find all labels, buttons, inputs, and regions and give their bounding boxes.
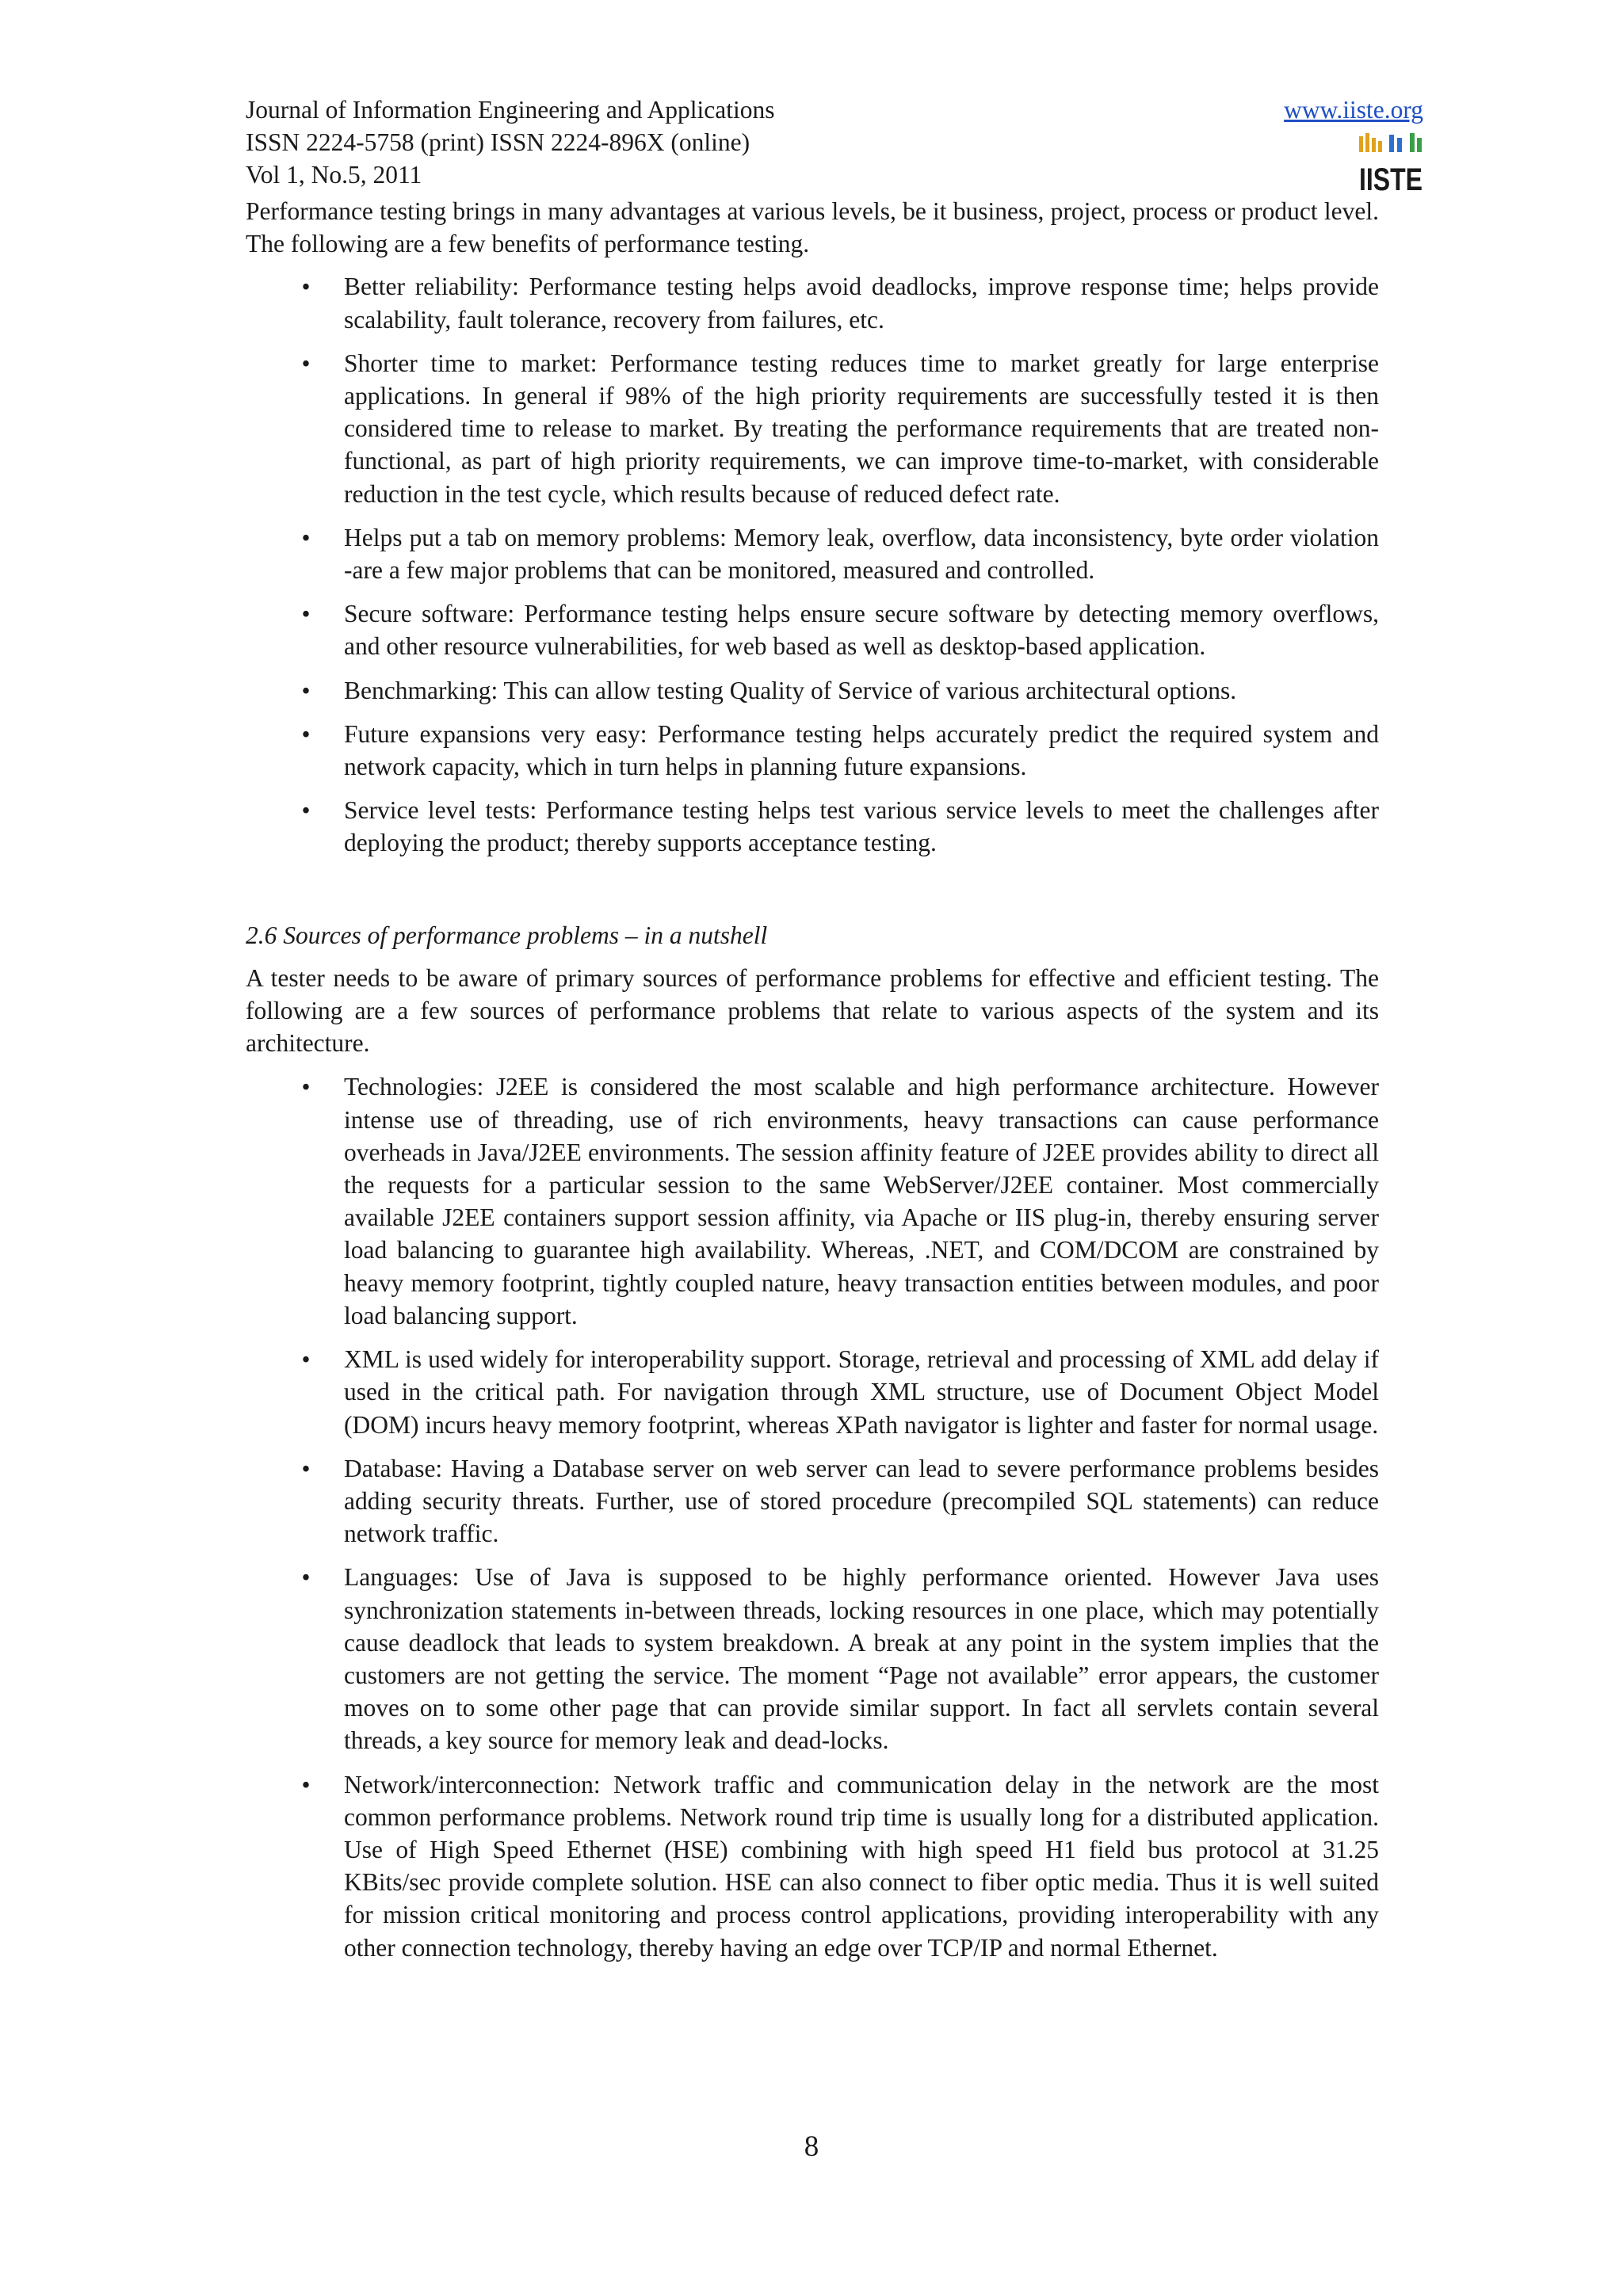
- bullet-icon: •: [301, 1345, 311, 1374]
- list-item: [246, 1768, 1379, 1964]
- bullet-icon: •: [301, 676, 311, 704]
- list-item: [246, 347, 1379, 510]
- bullet-icon: •: [301, 796, 311, 825]
- list-item-text: XML is used widely for interoperability support. Storage, retrieval and processing of XML add delay if used in the critical path. For navigation through XML structure, use of Document Object Model (DOM) incurs heavy memory footprint, whereas XPath navigator is lighter and faster for normal usage.: [344, 1345, 1379, 1439]
- list-item: [246, 674, 1379, 707]
- bullet-icon: •: [301, 1770, 311, 1798]
- sources-list: [246, 1070, 1379, 1963]
- list-item: [246, 597, 1379, 662]
- list-item-text: Secure software: Performance testing helps ensure secure software by detecting memory overflows, and other resource vulnerabilities, for web based as well as desktop-based application.: [344, 600, 1379, 661]
- list-item-text: Network/interconnection: Network traffic and communication delay in the network are the most common performance problems. Network round trip time is usually long for a distributed application. Use of High Speed Ethernet (HSE) combining with high speed H1 field bus protocol at 31.25 KBits/sec provide complete solution. HSE can also connect to fiber optic media. Thus it is well suited for mission critical monitoring and process control applications, providing interoperability with any other connection technology, thereby having an edge over TCP/IP and normal Ethernet.: [344, 1770, 1379, 1962]
- list-item: [246, 270, 1379, 335]
- list-item: [246, 1343, 1379, 1441]
- section-heading: 2.6 Sources of performance problems – in a nutshell: [246, 921, 768, 949]
- list-item-text: Shorter time to market: Performance testing reduces time to market greatly for large enterprise applications. In general if 98% of the high priority requirements are successfully tested it is then considered time to release to market. By treating the performance requirements that are treated non-functional, as part of high priority requirements, we can improve time-to-market, with considerable reduction in the test cycle, which results because of reduced defect rate.: [344, 349, 1379, 508]
- list-item: [246, 1070, 1379, 1332]
- bullet-icon: •: [301, 273, 311, 301]
- list-item-text: Technologies: J2EE is considered the most scalable and high performance architecture. However intense use of threading, use of rich environments, heavy transactions can cause performance overheads in Java/J2EE environments. The session affinity feature of J2EE provides ability to direct all the requests for a particular session to the same WebServer/J2EE container. Most commercially available J2EE containers support session affinity, via Apache or IIS plug-in, thereby ensuring server load balancing to guarantee high availability. Whereas, .NET, and COM/DCOM are constrained by heavy memory footprint, tightly coupled nature, heavy transaction entities between modules, and poor load balancing support.: [344, 1073, 1379, 1329]
- intro-paragraph: Performance testing brings in many advantages at various levels, be it business, project, process or product level. The following are a few benefits of performance testing.: [246, 197, 1379, 258]
- list-item-text: Helps put a tab on memory problems: Memory leak, overflow, data inconsistency, byte order violation -are a few major problems that can be monitored, measured and controlled.: [344, 523, 1379, 585]
- page-number: 8: [804, 2130, 819, 2163]
- bullet-icon: •: [301, 719, 311, 748]
- list-item: [246, 794, 1379, 859]
- list-item: [246, 718, 1379, 783]
- bullet-icon: •: [301, 1073, 311, 1101]
- list-item-text: Service level tests: Performance testing helps test various service levels to meet the challenges after deploying the product; thereby supports acceptance testing.: [344, 796, 1379, 857]
- bullet-icon: •: [301, 1563, 311, 1592]
- article-body: [246, 195, 1379, 1964]
- list-item-text: Languages: Use of Java is supposed to be highly performance oriented. However Java uses synchronization statements in-between threads, locking resources in one place, which may potentially cause deadlock that leads to system breakdown. A break at any point in the system implies that the customers are not getting the service. The moment “Page not available” error appears, the customer moves on to some other page that can provide similar support. In fact all servlets contain several threads, a key source for memory leak and dead-locks.: [344, 1563, 1379, 1755]
- journal-website-link[interactable]: www.iiste.org: [1284, 96, 1423, 124]
- bullet-icon: •: [301, 1454, 311, 1482]
- list-item-text: Better reliability: Performance testing helps avoid deadlocks, improve response time; helps provide scalability, fault tolerance, recovery from failures, etc.: [344, 273, 1379, 334]
- list-item-text: Database: Having a Database server on web server can lead to severe performance problems besides adding security threats. Further, use of stored procedure (precompiled SQL statements) can reduce network traffic.: [344, 1454, 1379, 1548]
- list-item: [246, 521, 1379, 586]
- bullet-icon: •: [301, 523, 311, 551]
- journal-issn: ISSN 2224-5758 (print) ISSN 2224-896X (online): [246, 128, 750, 156]
- list-item-text: Benchmarking: This can allow testing Quality of Service of various architectural options.: [344, 676, 1237, 704]
- bullet-icon: •: [301, 600, 311, 628]
- list-item-text: Future expansions very easy: Performance testing helps accurately predict the required system and network capacity, which in turn helps in planning future expansions.: [344, 719, 1379, 781]
- journal-header: [246, 93, 774, 191]
- logo-wordmark: IISTE: [1359, 162, 1423, 197]
- benefits-list: [246, 270, 1379, 859]
- bullet-icon: •: [301, 349, 311, 377]
- section-paragraph: A tester needs to be aware of primary sources of performance problems for effective and efficient testing. The following are a few sources of performance problems that relate to various aspects of the system and its architecture.: [246, 963, 1379, 1058]
- journal-title: Journal of Information Engineering and Applications: [246, 96, 775, 124]
- list-item: [246, 1561, 1379, 1756]
- journal-volume: Vol 1, No.5, 2011: [246, 161, 422, 189]
- list-item: [246, 1452, 1379, 1550]
- iiste-logo: [1358, 132, 1424, 197]
